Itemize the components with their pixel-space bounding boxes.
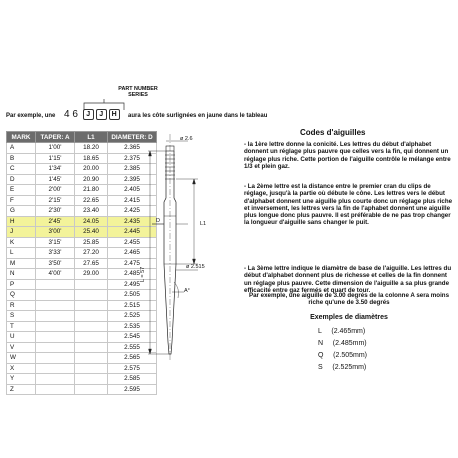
cell-l1: 24.05: [75, 216, 108, 227]
cell-mark: N: [7, 269, 36, 280]
example-prefix: Par exemple, une: [6, 113, 56, 119]
header-taper: TAPER: A: [36, 132, 75, 143]
header-l1: L1: [75, 132, 108, 143]
cell-taper: 1'00': [36, 143, 75, 154]
cell-l1: 29.00: [75, 269, 108, 280]
cell-taper: [36, 374, 75, 385]
cell-dia: 2.555: [108, 342, 157, 353]
cell-dia: 2.415: [108, 195, 157, 206]
cell-taper: [36, 279, 75, 290]
cell-l1: 25.40: [75, 227, 108, 238]
cell-l1: 27.65: [75, 258, 108, 269]
taper-example-text: Par exemple, une aiguille de 3.00 degrés de la colonne A sera moins riche qu'une de 3.50 degrés: [248, 292, 450, 307]
cell-dia: 2.385: [108, 164, 157, 175]
example-item: Q (2.505mm): [318, 352, 368, 359]
cell-dia: 2.475: [108, 258, 157, 269]
cell-l1: 20.00: [75, 164, 108, 175]
examples-list: [318, 326, 367, 374]
part-number-box: H: [109, 109, 120, 120]
cell-mark: L: [7, 248, 36, 259]
cell-mark: Y: [7, 374, 36, 385]
table-row: [7, 363, 157, 374]
cell-dia: 2.565: [108, 353, 157, 364]
cell-mark: F: [7, 195, 36, 206]
cell-taper: 1'45': [36, 174, 75, 185]
part-number-box: J: [83, 109, 94, 120]
header-diameter: DIAMETER: D: [108, 132, 157, 143]
label-bottom-diameter: ø 2.515: [186, 264, 205, 270]
cell-taper: 3'50': [36, 258, 75, 269]
cell-l1: [75, 374, 108, 385]
cell-l1: [75, 342, 108, 353]
cell-l1: [75, 353, 108, 364]
cell-l1: 27.20: [75, 248, 108, 259]
third-letter-text: - La 3ème lettre indique le diamètre de base de l'aiguille. Les lettres du début d'alphabet donnent plus de richesse et celles de la fin donnent un réglage plus pauvre. Cette dimension de l'aiguille a sa plus grande efficacité entre gaz fermés et quart de tour.: [244, 265, 452, 294]
cell-taper: 4'00': [36, 269, 75, 280]
examples-title: Exemples de diamètres: [310, 314, 388, 321]
cell-taper: [36, 311, 75, 322]
cell-dia: 2.535: [108, 321, 157, 332]
cell-taper: [36, 353, 75, 364]
cell-mark: S: [7, 311, 36, 322]
cell-l1: [75, 290, 108, 301]
cell-l1: 18.65: [75, 153, 108, 164]
cell-taper: 3'00': [36, 227, 75, 238]
example-item: S (2.525mm): [318, 364, 367, 371]
cell-mark: J: [7, 227, 36, 238]
cell-taper: [36, 300, 75, 311]
cell-dia: 2.495: [108, 279, 157, 290]
table-row: [7, 374, 157, 385]
part-number-box: J: [96, 109, 107, 120]
table-row: [7, 384, 157, 395]
cell-mark: Q: [7, 290, 36, 301]
cell-mark: H: [7, 216, 36, 227]
cell-l1: [75, 321, 108, 332]
cell-mark: M: [7, 258, 36, 269]
example-item: L (2.465mm): [318, 328, 366, 335]
cell-taper: 3'33': [36, 248, 75, 259]
cell-dia: 2.395: [108, 174, 157, 185]
codes-title: Codes d'aiguilles: [300, 128, 366, 137]
cell-mark: R: [7, 300, 36, 311]
cell-taper: 2'15': [36, 195, 75, 206]
cell-l1: [75, 300, 108, 311]
needle-diagram: [130, 132, 230, 362]
cell-taper: 2'30': [36, 206, 75, 217]
cell-dia: 2.525: [108, 311, 157, 322]
l1-dimension: [176, 179, 198, 264]
cell-taper: [36, 290, 75, 301]
label-l: L = 57: [140, 266, 146, 282]
cell-dia: 2.465: [108, 248, 157, 259]
cell-dia: 2.455: [108, 237, 157, 248]
cell-mark: C: [7, 164, 36, 175]
cell-dia: 2.485: [108, 269, 157, 280]
header-mark: MARK: [7, 132, 36, 143]
cell-taper: [36, 342, 75, 353]
cell-dia: 2.375: [108, 153, 157, 164]
example-item: N (2.485mm): [318, 340, 367, 347]
cell-dia: 2.365: [108, 143, 157, 154]
cell-taper: 3'15': [36, 237, 75, 248]
first-letter-text: - la 1ère lettre donne la conicité. Les lettres du début d'alphabet donnent un réglage plus pauvre que celles vers la fin, qui donnent un réglage plus riche. Cette portion de l'aiguille contrôle le mélange entre 1/3 et plein gaz.: [244, 141, 451, 170]
cell-dia: 2.435: [108, 216, 157, 227]
part-number-label-line2: SERIES: [128, 92, 148, 98]
cell-mark: A: [7, 143, 36, 154]
cell-taper: 2'00': [36, 185, 75, 196]
cell-dia: 2.445: [108, 227, 157, 238]
cell-l1: [75, 384, 108, 395]
cell-taper: 1'34': [36, 164, 75, 175]
cell-mark: G: [7, 206, 36, 217]
part-number-example: [64, 109, 120, 120]
cell-taper: [36, 321, 75, 332]
cell-mark: E: [7, 185, 36, 196]
cell-mark: B: [7, 153, 36, 164]
cell-dia: 2.505: [108, 290, 157, 301]
cell-l1: [75, 311, 108, 322]
cell-dia: 2.595: [108, 384, 157, 395]
cell-l1: [75, 363, 108, 374]
cell-mark: Z: [7, 384, 36, 395]
cell-mark: K: [7, 237, 36, 248]
cell-dia: 2.545: [108, 332, 157, 343]
cell-dia: 2.575: [108, 363, 157, 374]
cell-mark: V: [7, 342, 36, 353]
cell-l1: 23.40: [75, 206, 108, 217]
cell-mark: D: [7, 174, 36, 185]
cell-l1: [75, 279, 108, 290]
cell-l1: [75, 332, 108, 343]
taper-angle: [172, 282, 184, 298]
part-number-digits: 4 6: [64, 109, 78, 121]
cell-l1: 18.20: [75, 143, 108, 154]
label-top-diameter: ø 2.6: [180, 136, 193, 142]
cell-taper: [36, 384, 75, 395]
label-l1: L1: [200, 221, 207, 227]
cell-l1: 21.80: [75, 185, 108, 196]
cell-mark: T: [7, 321, 36, 332]
cell-l1: 20.90: [75, 174, 108, 185]
label-d: D: [156, 218, 160, 224]
cell-dia: 2.515: [108, 300, 157, 311]
cell-dia: 2.405: [108, 185, 157, 196]
cell-l1: 25.85: [75, 237, 108, 248]
second-letter-text: - La 2ème lettre est la distance entre le premier cran du clips de réglage, jusqu'à la partie où débute le cône. Les lettres vers le début d'alphabet donnent une aiguille plus courte donc un réglage plus riche et inversement, les lettres vers la fin de l'aphabet donnent une aiguille plus longue donc plus pauvre. Il est préférable de ne pas trop changer la longueur d'aiguille sans changer le puit.: [244, 183, 453, 227]
cell-mark: U: [7, 332, 36, 343]
cell-taper: [36, 332, 75, 343]
cell-mark: P: [7, 279, 36, 290]
cell-taper: [36, 363, 75, 374]
label-taper-angle: A°: [184, 288, 190, 294]
example-suffix: aura les côte surlignées en jaune dans le tableau: [128, 113, 268, 119]
cell-taper: 1'15': [36, 153, 75, 164]
cell-taper: 2'45': [36, 216, 75, 227]
cell-dia: 2.585: [108, 374, 157, 385]
cell-dia: 2.425: [108, 206, 157, 217]
cell-l1: 22.65: [75, 195, 108, 206]
cell-mark: X: [7, 363, 36, 374]
part-number-label-line1: PART NUMBER: [118, 86, 158, 92]
cell-mark: W: [7, 353, 36, 364]
